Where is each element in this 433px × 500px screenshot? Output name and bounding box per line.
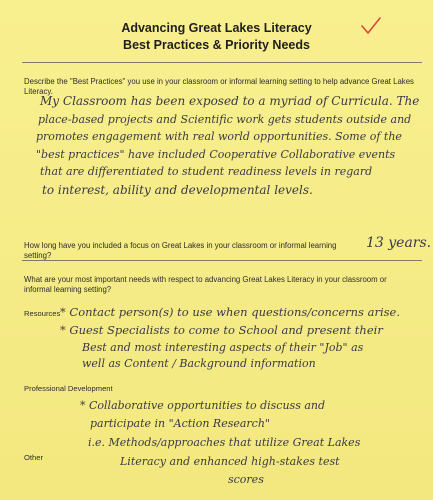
title-line-2: Best Practices & Priority Needs: [123, 38, 310, 52]
resources-answer-line: * Guest Specialists to come to School and present their: [60, 323, 383, 337]
resources-answer-line: Best and most interesting aspects of their "Job" as: [82, 341, 364, 354]
other-answer-line: scores: [228, 473, 264, 486]
handwritten-answer-line: that are differentiated to student readiness levels in regard: [40, 165, 373, 178]
divider: [22, 260, 422, 261]
duration-answer: 13 years.: [366, 235, 432, 251]
professional-development-label: Professional Development: [24, 384, 113, 393]
other-answer-line: Literacy and enhanced high-stakes test: [120, 455, 340, 468]
resources-answer-line: well as Content / Background information: [82, 357, 316, 370]
handwritten-answer-line: My Classroom has been exposed to a myriad of Curricula. The: [40, 94, 420, 108]
checkmark-icon: [360, 16, 382, 38]
pd-answer-line: * Collaborative opportunities to discuss and: [80, 399, 326, 412]
duration-prompt: How long have you included a focus on Great Lakes in your classroom or informal learning setting?: [24, 241, 337, 260]
best-practices-prompt: Describe the "Best Practices" you use in your classroom or informal learning setting to help advance Great Lakes Literacy.: [24, 77, 414, 96]
handwritten-answer-line: place-based projects and Scientific work gets students outside and: [38, 113, 412, 126]
divider: [22, 62, 422, 63]
needs-prompt: What are your most important needs with respect to advancing Great Lakes Literacy in your classroom or informal learning setting?: [24, 275, 387, 294]
handwritten-answer-line: to interest, ability and developmental levels.: [42, 183, 313, 197]
handwritten-answer-line: promotes engagement with real world opportunities. Some of the: [36, 130, 402, 143]
pd-answer-line: participate in "Action Research": [90, 417, 270, 430]
resources-label: Resources: [24, 309, 61, 318]
handwritten-answer-line: "best practices" have included Cooperative Collaborative events: [36, 148, 396, 161]
resources-answer-line: * Contact person(s) to use when questions/concerns arise.: [60, 305, 400, 319]
other-label: Other: [24, 453, 43, 462]
other-answer-line: i.e. Methods/approaches that utilize Great Lakes: [88, 436, 361, 449]
title-line-1: Advancing Great Lakes Literacy: [121, 21, 312, 35]
